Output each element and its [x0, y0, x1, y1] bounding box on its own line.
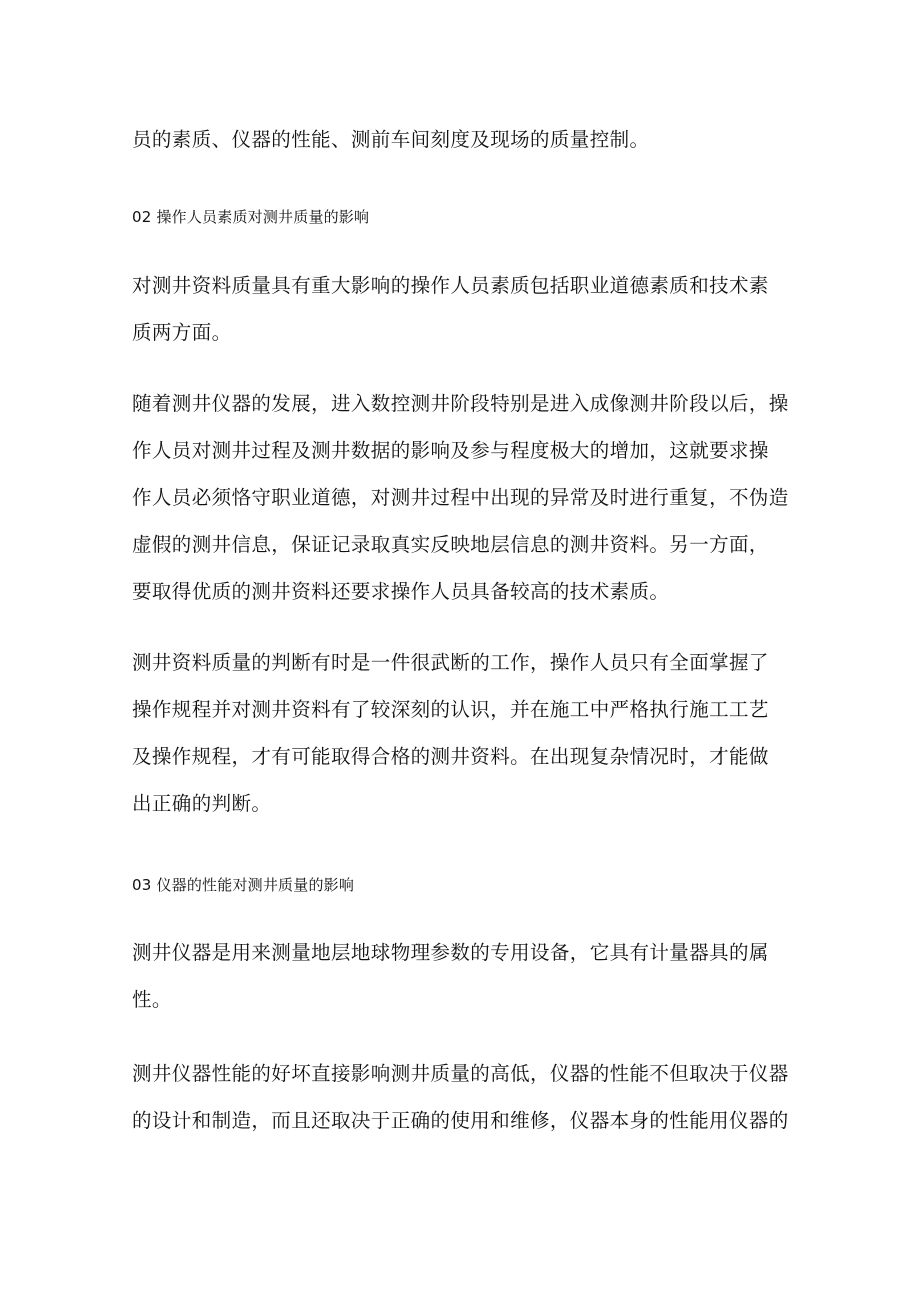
text-line: 作人员必须恪守职业道德，对测井过程中出现的异常及时进行重复，不伪造	[132, 486, 789, 509]
text-line: 性。	[132, 988, 172, 1011]
text-line: 员的素质、仪器的性能、测前车间刻度及现场的质量控制。	[132, 128, 650, 151]
text-line: 操作规程并对测井资料有了较深刻的认识，并在施工中严格执行施工工艺	[132, 698, 769, 721]
paragraph-02-c	[132, 639, 800, 827]
text-line: 测井资料质量的判断有时是一件很武断的工作，操作人员只有全面掌握了	[132, 651, 769, 674]
text-line: 作人员对测井过程及测井数据的影响及参与程度极大的增加，这就要求操	[132, 439, 769, 462]
text-line: 要取得优质的测井资料还要求操作人员具备较高的技术素质。	[132, 580, 670, 603]
text-line: 测井仪器性能的好坏直接影响测井质量的高低，仪器的性能不但取决于仪器	[132, 1062, 789, 1085]
section-heading-03: 03 仪器的性能对测井质量的影响	[132, 876, 355, 894]
text-line: 随着测井仪器的发展，进入数控测井阶段特别是进入成像测井阶段以后，操	[132, 392, 789, 415]
section-heading-02: 02 操作人员素质对测井质量的影响	[132, 208, 370, 226]
paragraph-03-b	[132, 1050, 800, 1144]
text-line: 虚假的测井信息，保证记录取真实反映地层信息的测井资料。另一方面，	[132, 533, 769, 556]
paragraph-02-a	[132, 262, 800, 356]
paragraph-03-a	[132, 929, 800, 1023]
paragraph-continuation	[132, 116, 800, 163]
text-line: 测井仪器是用来测量地层地球物理参数的专用设备，它具有计量器具的属	[132, 941, 769, 964]
text-line: 及操作规程，才有可能取得合格的测井资料。在出现复杂情况时，才能做	[132, 745, 769, 768]
paragraph-02-b	[132, 380, 800, 615]
text-line: 的设计和制造，而且还取决于正确的使用和维修，仪器本身的性能用仪器的	[132, 1109, 789, 1132]
text-line: 质两方面。	[132, 321, 232, 344]
text-line: 出正确的判断。	[132, 792, 272, 815]
text-line: 对测井资料质量具有重大影响的操作人员素质包括职业道德素质和技术素	[132, 274, 769, 297]
